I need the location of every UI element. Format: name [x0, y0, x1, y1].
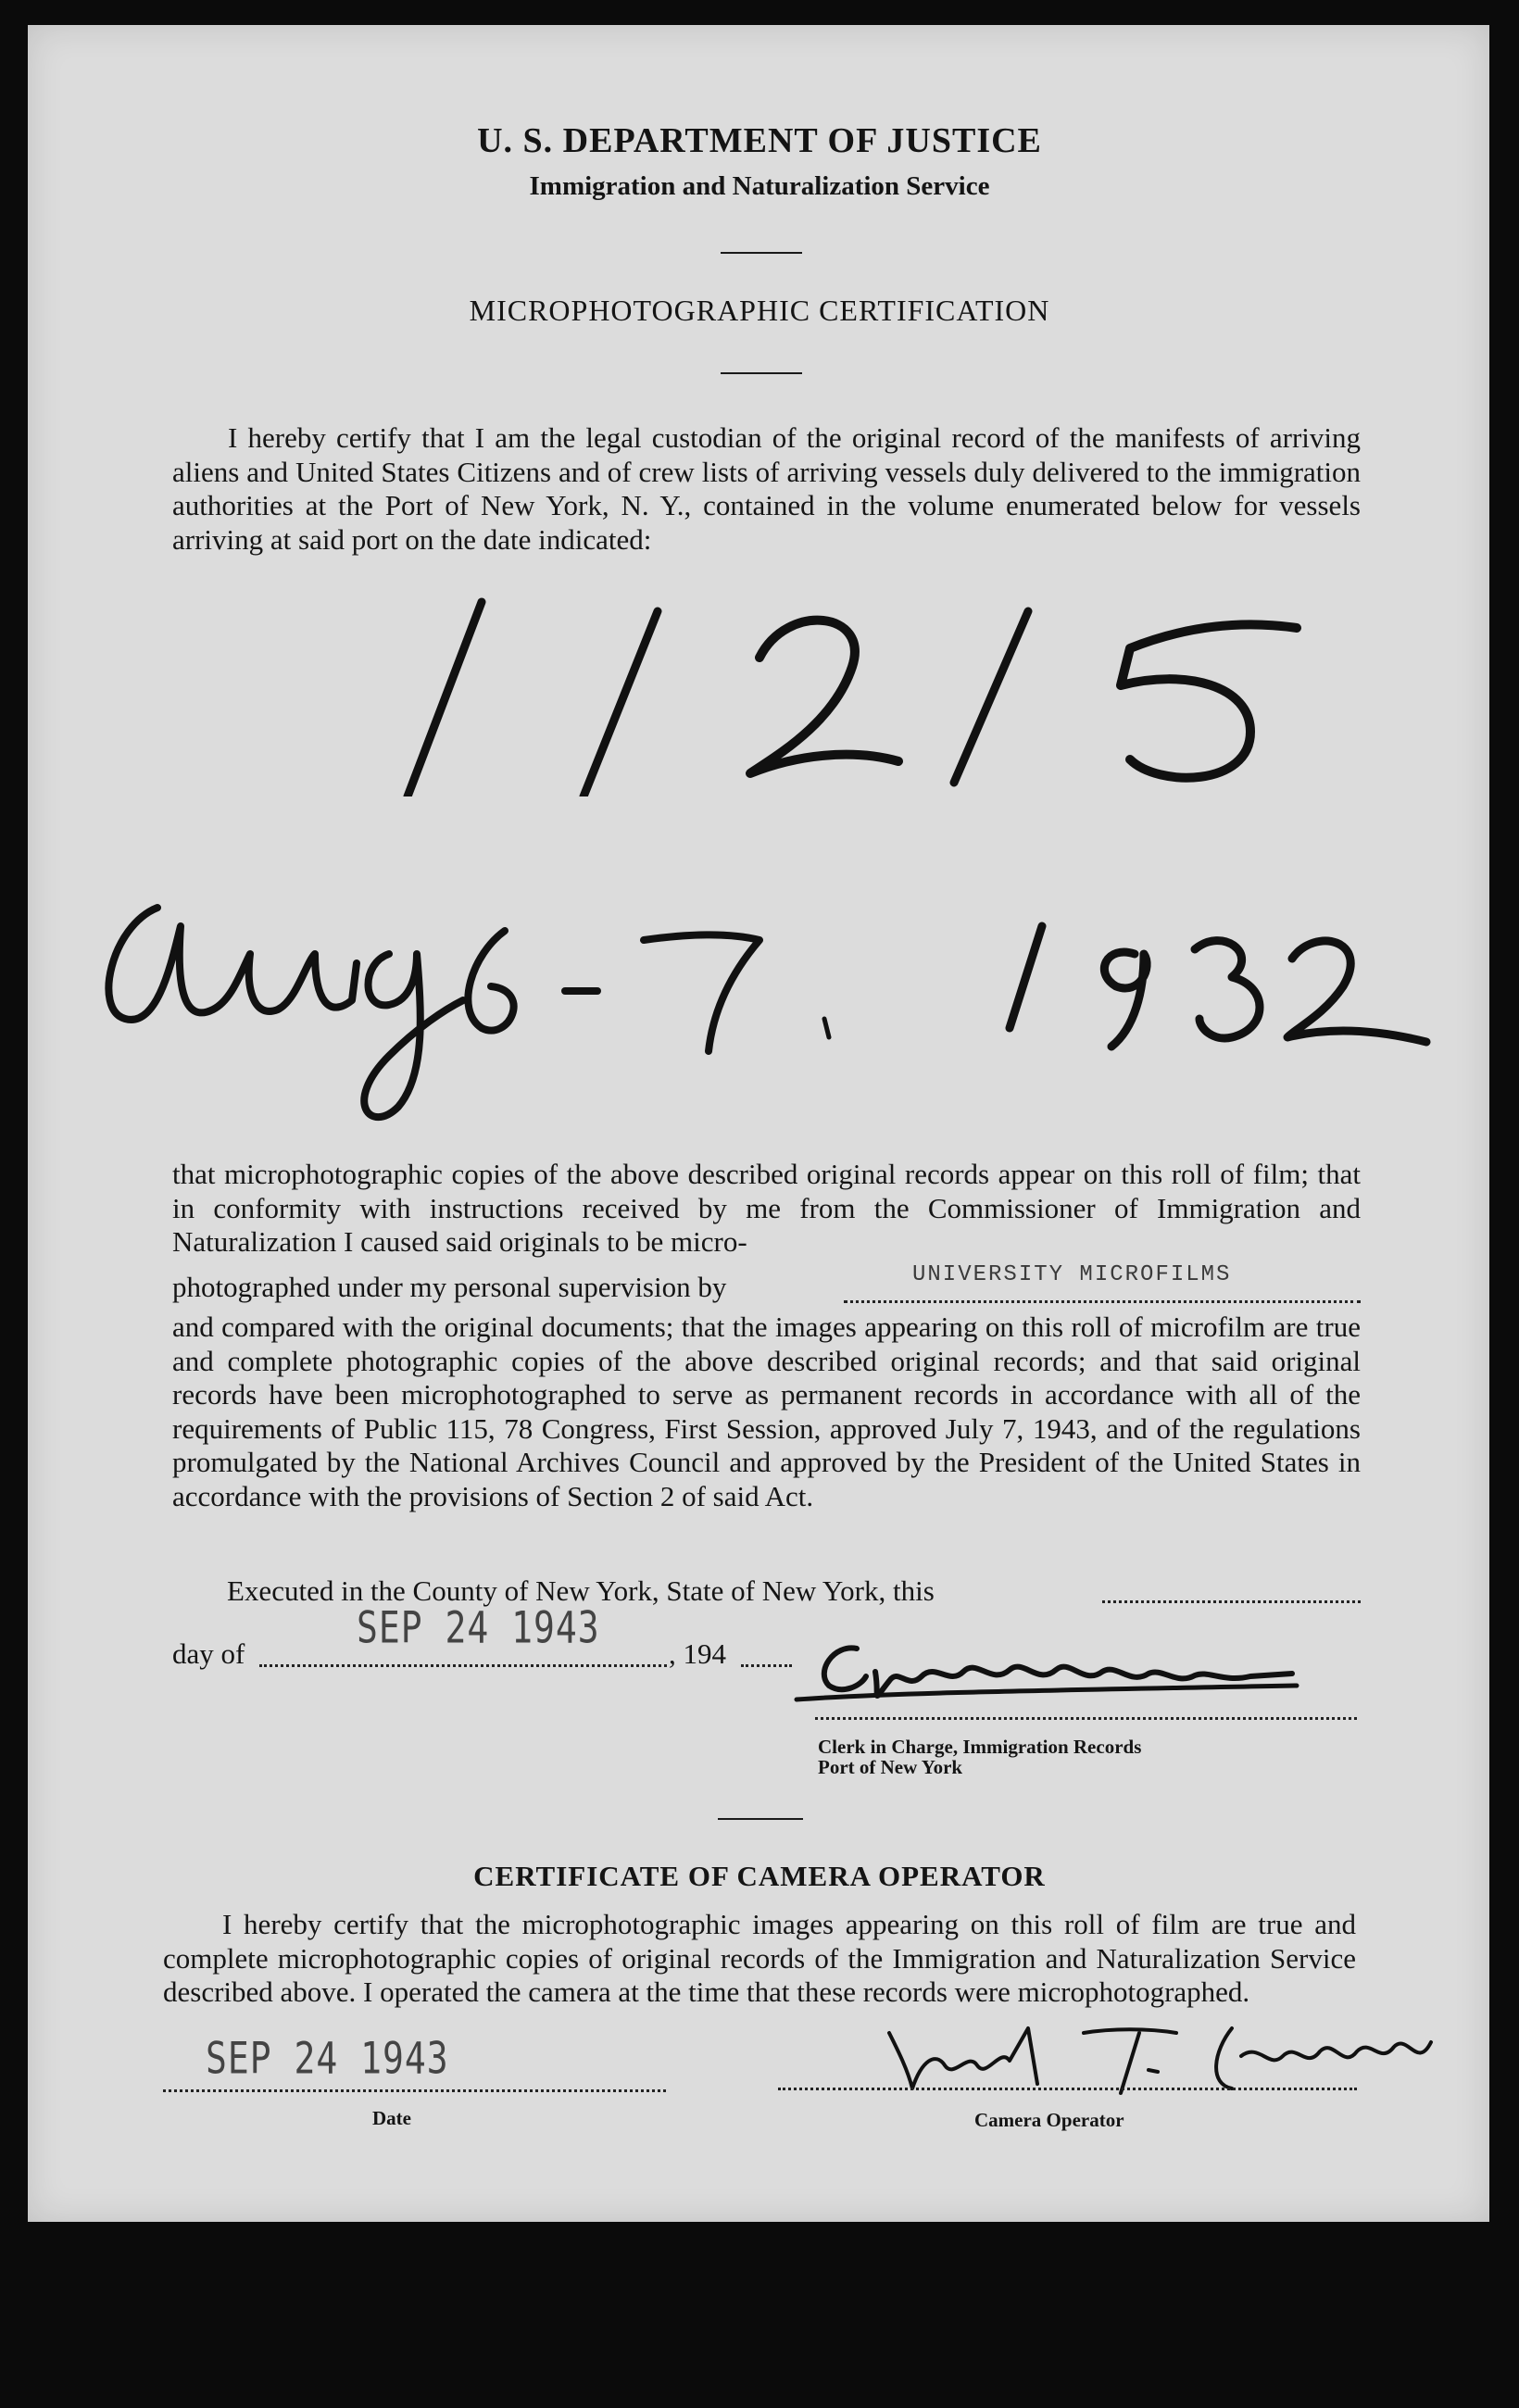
camera-operator-line: [778, 2073, 1357, 2090]
camera-operator-heading: CERTIFICATE OF CAMERA OPERATOR: [473, 1860, 1046, 1892]
handwritten-date: [93, 889, 1436, 1130]
clerk-location: Port of New York: [818, 1756, 963, 1778]
handwritten-volume-number: [389, 593, 1315, 796]
executed-day-line: [1102, 1580, 1361, 1603]
day-of-label: day of: [172, 1637, 245, 1670]
camera-operator-label: Camera Operator: [974, 2109, 1124, 2131]
year-label: , 194: [669, 1637, 726, 1670]
supervision-lead: photographed under my personal supervision by: [172, 1271, 727, 1303]
year-line: [741, 1644, 792, 1667]
intro-paragraph: I hereby certify that I am the legal custodian of the original record of the manifests of arriving aliens and United States Citizens and of crew lists of arriving vessels duly delivered to the immigration authorities at the Port of New York, N. Y., contained in the volume enumerated below for vessels arriving at said port on the date indicated:: [172, 421, 1361, 556]
clerk-title: Clerk in Charge, Immigration Records: [818, 1736, 1142, 1758]
clerk-signature-line: [815, 1702, 1357, 1720]
certification-title: MICROPHOTOGRAPHIC CERTIFICATION: [469, 294, 1050, 327]
camera-date-label: Date: [372, 2107, 411, 2129]
camera-operator-paragraph: I hereby certify that the microphotographic images appearing on this roll of film are true and complete microphotographic copies of original records of the Immigration and Naturalization Service described above. I operated the camera at the time that these records were microphotographed.: [163, 1908, 1356, 2008]
certification-body-2: and compared with the original documents; that the images appearing on this roll of microfilm are true and complete photographic copies of the above described original records; and that said original records have been microphotographed to serve as permanent records in accordance with all of the requirements of Public 115, 78 Congress, First Session, approved July 7, 1943, and of the regulations promulgated by the National Archives Council and approved by the President of the United States in accordance with the provisions of Section 2 of said Act.: [172, 1311, 1361, 1512]
executed-date-stamp: SEP 24 1943: [357, 1601, 600, 1653]
camera-date-stamp: SEP 24 1943: [206, 2032, 449, 2084]
service-subheading: Immigration and Naturalization Service: [529, 171, 990, 201]
camera-date-line: [163, 2065, 666, 2092]
executed-text: Executed in the County of New York, State of New York, this: [227, 1574, 935, 1607]
certification-body-1: that microphotographic copies of the above described original records appear on this roll of film; that in conformity with instructions received by me from the Commissioner of Immigration and Naturalization I caused said originals to be micro-: [172, 1158, 1361, 1258]
divider: [718, 1818, 803, 1820]
camera-operator-signature: [871, 2014, 1445, 2107]
department-heading: U. S. DEPARTMENT OF JUSTICE: [477, 121, 1042, 160]
divider: [721, 252, 802, 254]
microfilmer-name: UNIVERSITY MICROFILMS: [912, 1262, 1232, 1287]
divider: [721, 372, 802, 374]
